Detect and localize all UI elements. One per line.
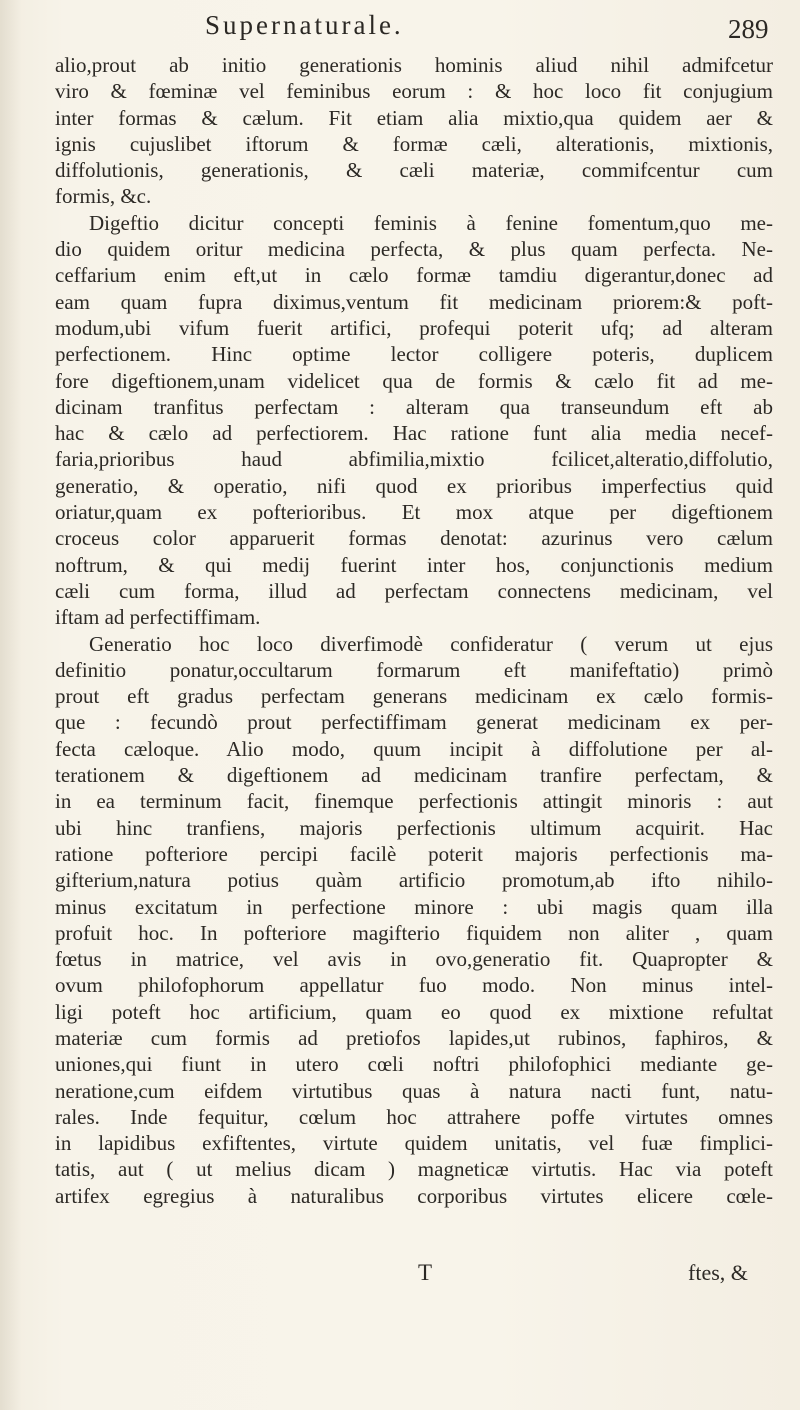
text-line: in lapidibus exfiftentes, virtute quidem unitatis, vel fuæ fimplici- [55,1131,773,1156]
text-line: fecta cæloque. Alio modo, quum incipit à diffolutione per al- [55,736,773,761]
text-line: fœtus in matrice, vel avis in ovo,generatio fit. Quapropter & [55,947,773,972]
text-line: oriatur,quam ex pofterioribus. Et mox atque per digeftionem [55,500,773,525]
text-line: ovum philofophorum appellatur fuo modo. Non minus intel- [55,973,773,998]
text-line: eam quam fupra diximus,ventum fit medicinam priorem:& poft- [55,289,773,314]
text-line: terationem & digeftionem ad medicinam tranfire perfectam, & [55,763,773,788]
text-line: ligi poteft hoc artificium, quam eo quod ex mixtione refultat [55,999,773,1024]
text-line: gifterium,natura potius quàm artificio promotum,ab ifto nihilo- [55,868,773,893]
paragraph-start-line: Generatio hoc loco diverfimodè confideratur ( verum ut ejus [89,631,773,656]
text-line: diffolutionis, generationis, & cæli materiæ, commifcentur cum [55,158,773,183]
text-line: ceffarium enim eft,ut in cælo formæ tamdiu digerantur,donec ad [55,263,773,288]
text-line: formis, &c. [55,184,152,209]
text-line: artifex egregius à naturalibus corporibus virtutes elicere cœle- [55,1183,773,1208]
text-line: fore digeftionem,unam videlicet qua de formis & cælo fit ad me- [55,368,773,393]
text-line: profuit hoc. In pofteriore magifterio fiquidem non aliter , quam [55,920,773,945]
page-footer [0,1260,800,1290]
text-line: viro & fœminæ vel feminibus eorum : & hoc loco fit conjugium [55,79,773,104]
text-line: neratione,cum eifdem virtutibus quas à natura nacti funt, natu- [55,1078,773,1103]
body-text [55,52,773,1209]
text-line: uniones,qui fiunt in utero cœli noftri philofophici mediante ge- [55,1052,773,1077]
signature-mark: T [418,1260,433,1285]
text-line: prout eft gradus perfectam generans medicinam ex cælo formis- [55,684,773,709]
page-number: 289 [728,14,769,44]
gutter-shadow [0,0,22,1410]
text-line: generatio, & operatio, nifi quod ex prioribus imperfectius quid [55,473,773,498]
text-line: hac & cælo ad perfectiorem. Hac ratione funt alia media necef- [55,421,773,446]
text-line: noftrum, & qui medij fuerint inter hos, conjunctionis medium [55,552,773,577]
text-line: rales. Inde fequitur, cœlum hoc attrahere poffe virtutes omnes [55,1104,773,1129]
text-line: alio,prout ab initio generationis hominis aliud nihil admifcetur [55,53,773,77]
text-line: ratione pofteriore percipi facilè poterit majoris perfectionis ma- [55,841,773,866]
text-line: ubi hinc tranfiens, majoris perfectionis ultimum acquirit. Hac [55,815,773,840]
text-line: materiæ cum formis ad pretiofos lapides,ut rubinos, faphiros, & [55,1025,773,1050]
text-line: cæli cum forma, illud ad perfectam connectens medicinam, vel [55,578,773,603]
paragraph-start-line: Digeftio dicitur concepti feminis à fenine fomentum,quo me- [89,210,773,235]
text-line: minus excitatum in perfectione minore : ubi magis quam illa [55,894,773,919]
text-line: inter formas & cælum. Fit etiam alia mixtio,qua quidem aer & [55,105,773,130]
running-title: Supernaturale. [205,10,404,40]
text-line: dio quidem oritur medicina perfecta, & plus quam perfecta. Ne- [55,237,773,262]
text-line: modum,ubi vifum fuerit artifici, profequi poterit ufq; ad alteram [55,315,773,340]
text-line: que : fecundò prout perfectiffimam generat medicinam ex per- [55,710,773,735]
catchword: ftes, & [688,1260,748,1285]
text-line: perfectionem. Hinc optime lector colligere poteris, duplicem [55,342,773,367]
text-line: dicinam tranfitus perfectam : alteram qua transeundum eft ab [55,394,773,419]
text-line: croceus color apparuerit formas denotat: azurinus vero cælum [55,526,773,551]
text-line: tatis, aut ( ut melius dicam ) magneticæ virtutis. Hac via poteft [55,1157,773,1182]
text-line: faria,prioribus haud abfimilia,mixtio fcilicet,alteratio,diffolutio, [55,447,773,472]
text-line: iftam ad perfectiffimam. [55,605,261,630]
text-line: definitio ponatur,occultarum formarum eft manifeftatio) primò [55,657,773,682]
text-line: in ea terminum facit, finemque perfectionis attingit minoris : aut [55,789,773,814]
text-line: ignis cujuslibet iftorum & formæ cæli, alterationis, mixtionis, [55,131,773,156]
page-header [0,10,800,46]
